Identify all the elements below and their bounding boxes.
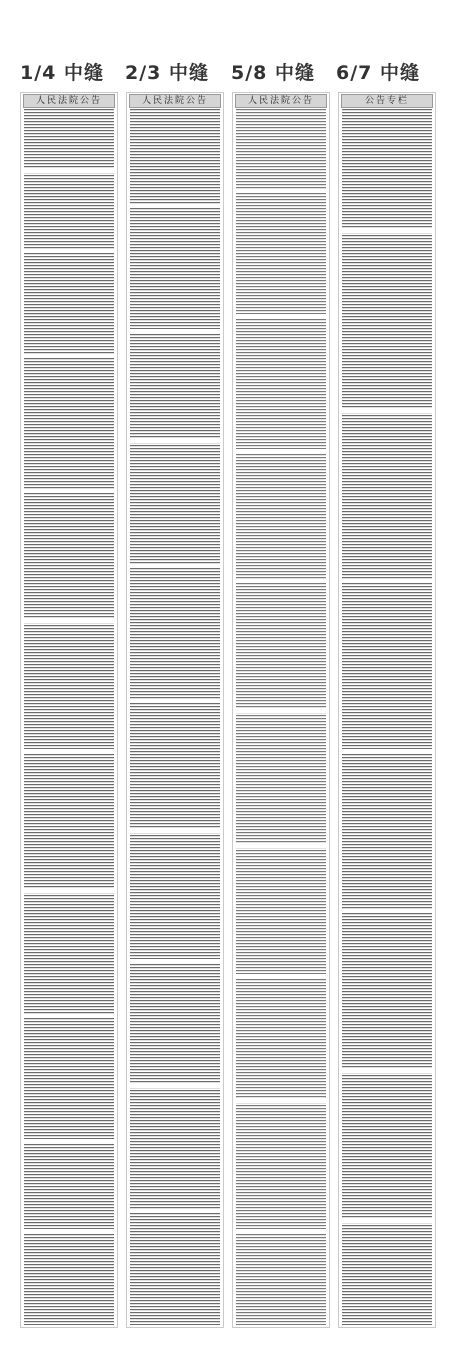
section-divider: [130, 329, 220, 333]
section-divider: [236, 1229, 326, 1233]
column-label-3: 5/8 中缝: [231, 62, 315, 84]
page-header: [0, 0, 450, 92]
section-divider: [236, 709, 326, 713]
section-divider: [236, 579, 326, 583]
section-divider: [342, 579, 432, 583]
section-divider: [130, 1084, 220, 1088]
column-label-2: 2/3 中缝: [125, 62, 209, 84]
column-2-text-block: [130, 109, 220, 1325]
section-divider: [130, 959, 220, 963]
section-divider: [130, 204, 220, 208]
section-divider: [24, 1229, 114, 1233]
section-divider: [342, 409, 432, 413]
column-label-1: 1/4 中缝: [20, 62, 104, 84]
section-divider: [24, 1014, 114, 1018]
column-title-3: 人民法院公告: [235, 94, 327, 108]
section-divider: [24, 354, 114, 358]
column-3-text-block: [236, 109, 326, 1325]
section-divider: [236, 974, 326, 978]
column-1: [20, 92, 118, 1328]
column-4: [338, 92, 436, 1328]
section-divider: [130, 1209, 220, 1213]
section-divider: [342, 229, 432, 233]
column-3: [232, 92, 330, 1328]
section-divider: [24, 1139, 114, 1143]
section-divider: [24, 169, 114, 173]
section-divider: [236, 449, 326, 453]
section-divider: [130, 829, 220, 833]
section-divider: [236, 1099, 326, 1103]
section-divider: [130, 564, 220, 568]
column-2: [126, 92, 224, 1328]
column-title-1: 人民法院公告: [23, 94, 115, 108]
column-4-text-block: [342, 109, 432, 1325]
section-divider: [130, 439, 220, 443]
section-divider: [342, 909, 432, 913]
section-divider: [236, 314, 326, 318]
column-title-4: 公告专栏: [341, 94, 433, 108]
section-divider: [342, 1069, 432, 1073]
section-divider: [342, 749, 432, 753]
section-divider: [24, 619, 114, 623]
column-label-4: 6/7 中缝: [336, 62, 420, 84]
section-divider: [236, 189, 326, 193]
column-1-text-block: [24, 109, 114, 1325]
section-divider: [24, 249, 114, 253]
section-divider: [342, 1219, 432, 1223]
section-divider: [24, 889, 114, 893]
column-title-2: 人民法院公告: [129, 94, 221, 108]
section-divider: [130, 699, 220, 703]
section-divider: [236, 844, 326, 848]
section-divider: [24, 749, 114, 753]
section-divider: [24, 489, 114, 493]
